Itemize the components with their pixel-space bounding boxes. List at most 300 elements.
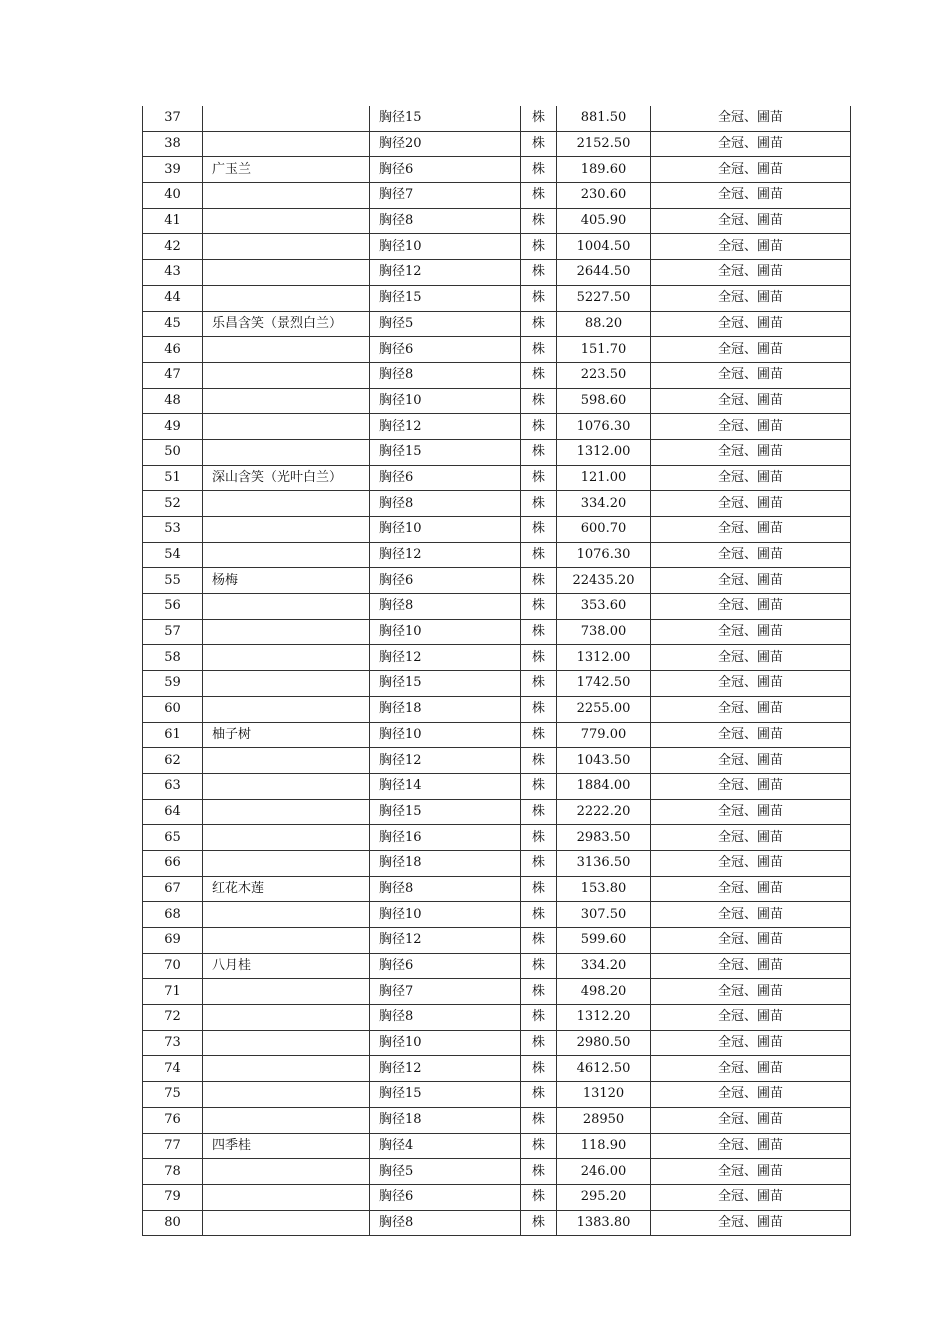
specification-cell: 胸径15 — [370, 439, 521, 465]
row-number-cell: 55 — [143, 568, 203, 594]
price-cell: 5227.50 — [557, 285, 651, 311]
specification-cell: 胸径6 — [370, 1184, 521, 1210]
unit-cell: 株 — [521, 928, 557, 954]
price-cell: 2644.50 — [557, 260, 651, 286]
table-row — [143, 183, 851, 209]
nursery-price-table — [142, 106, 851, 1236]
unit-cell: 株 — [521, 953, 557, 979]
plant-name-cell — [203, 388, 370, 414]
table-row — [143, 773, 851, 799]
row-number-cell: 46 — [143, 337, 203, 363]
specification-cell: 胸径6 — [370, 337, 521, 363]
specification-cell: 胸径15 — [370, 671, 521, 697]
plant-name-cell — [203, 696, 370, 722]
row-number-cell: 67 — [143, 876, 203, 902]
plant-name-cell — [203, 491, 370, 517]
row-number-cell: 66 — [143, 850, 203, 876]
row-number-cell: 65 — [143, 825, 203, 851]
table-row — [143, 1107, 851, 1133]
table-row — [143, 645, 851, 671]
plant-name-cell — [203, 645, 370, 671]
specification-cell: 胸径18 — [370, 850, 521, 876]
row-number-cell: 47 — [143, 362, 203, 388]
table-row — [143, 1005, 851, 1031]
plant-name-cell — [203, 773, 370, 799]
row-number-cell: 39 — [143, 157, 203, 183]
remark-cell: 全冠、圃苗 — [651, 722, 851, 748]
remark-cell: 全冠、圃苗 — [651, 799, 851, 825]
row-number-cell: 75 — [143, 1082, 203, 1108]
row-number-cell: 43 — [143, 260, 203, 286]
table-row — [143, 362, 851, 388]
price-cell: 295.20 — [557, 1184, 651, 1210]
unit-cell: 株 — [521, 799, 557, 825]
row-number-cell: 41 — [143, 208, 203, 234]
price-cell: 2255.00 — [557, 696, 651, 722]
specification-cell: 胸径8 — [370, 594, 521, 620]
remark-cell: 全冠、圃苗 — [651, 439, 851, 465]
remark-cell: 全冠、圃苗 — [651, 928, 851, 954]
price-cell: 1312.00 — [557, 645, 651, 671]
remark-cell: 全冠、圃苗 — [651, 1056, 851, 1082]
plant-name-cell — [203, 1210, 370, 1236]
plant-name-cell — [203, 131, 370, 157]
remark-cell: 全冠、圃苗 — [651, 876, 851, 902]
unit-cell: 株 — [521, 131, 557, 157]
table-row — [143, 491, 851, 517]
remark-cell: 全冠、圃苗 — [651, 157, 851, 183]
price-cell: 1312.00 — [557, 439, 651, 465]
plant-name-cell — [203, 902, 370, 928]
price-cell: 3136.50 — [557, 850, 651, 876]
table-row — [143, 902, 851, 928]
unit-cell: 株 — [521, 465, 557, 491]
plant-name-cell — [203, 619, 370, 645]
row-number-cell: 40 — [143, 183, 203, 209]
table-row — [143, 979, 851, 1005]
plant-name-cell — [203, 1056, 370, 1082]
row-number-cell: 77 — [143, 1133, 203, 1159]
remark-cell: 全冠、圃苗 — [651, 517, 851, 543]
table-body — [143, 106, 851, 1236]
specification-cell: 胸径20 — [370, 131, 521, 157]
plant-name-cell — [203, 285, 370, 311]
price-cell: 88.20 — [557, 311, 651, 337]
unit-cell: 株 — [521, 362, 557, 388]
price-cell: 121.00 — [557, 465, 651, 491]
unit-cell: 株 — [521, 979, 557, 1005]
table-row — [143, 439, 851, 465]
plant-name-cell: 柚子树 — [203, 722, 370, 748]
row-number-cell: 62 — [143, 748, 203, 774]
price-cell: 334.20 — [557, 491, 651, 517]
table-row — [143, 696, 851, 722]
remark-cell: 全冠、圃苗 — [651, 748, 851, 774]
table-row — [143, 722, 851, 748]
table-row — [143, 157, 851, 183]
table-row — [143, 953, 851, 979]
table-row — [143, 594, 851, 620]
unit-cell: 株 — [521, 517, 557, 543]
table-row — [143, 517, 851, 543]
specification-cell: 胸径12 — [370, 1056, 521, 1082]
row-number-cell: 59 — [143, 671, 203, 697]
price-cell: 779.00 — [557, 722, 651, 748]
specification-cell: 胸径12 — [370, 748, 521, 774]
specification-cell: 胸径16 — [370, 825, 521, 851]
remark-cell: 全冠、圃苗 — [651, 1107, 851, 1133]
plant-name-cell — [203, 979, 370, 1005]
unit-cell: 株 — [521, 1030, 557, 1056]
price-cell: 1884.00 — [557, 773, 651, 799]
specification-cell: 胸径6 — [370, 465, 521, 491]
row-number-cell: 51 — [143, 465, 203, 491]
remark-cell: 全冠、圃苗 — [651, 388, 851, 414]
table-row — [143, 928, 851, 954]
table-row — [143, 619, 851, 645]
unit-cell: 株 — [521, 645, 557, 671]
remark-cell: 全冠、圃苗 — [651, 1030, 851, 1056]
row-number-cell: 64 — [143, 799, 203, 825]
unit-cell: 株 — [521, 876, 557, 902]
price-cell: 1076.30 — [557, 542, 651, 568]
specification-cell: 胸径5 — [370, 1159, 521, 1185]
price-cell: 1004.50 — [557, 234, 651, 260]
specification-cell: 胸径15 — [370, 799, 521, 825]
price-cell: 1742.50 — [557, 671, 651, 697]
row-number-cell: 44 — [143, 285, 203, 311]
specification-cell: 胸径6 — [370, 568, 521, 594]
row-number-cell: 74 — [143, 1056, 203, 1082]
row-number-cell: 38 — [143, 131, 203, 157]
row-number-cell: 42 — [143, 234, 203, 260]
remark-cell: 全冠、圃苗 — [651, 311, 851, 337]
price-cell: 153.80 — [557, 876, 651, 902]
table-row — [143, 260, 851, 286]
unit-cell: 株 — [521, 568, 557, 594]
plant-name-cell — [203, 1159, 370, 1185]
price-cell: 2983.50 — [557, 825, 651, 851]
specification-cell: 胸径12 — [370, 542, 521, 568]
specification-cell: 胸径12 — [370, 645, 521, 671]
table-row — [143, 568, 851, 594]
specification-cell: 胸径12 — [370, 260, 521, 286]
unit-cell: 株 — [521, 1184, 557, 1210]
row-number-cell: 48 — [143, 388, 203, 414]
table-row — [143, 414, 851, 440]
unit-cell: 株 — [521, 1210, 557, 1236]
plant-name-cell — [203, 362, 370, 388]
row-number-cell: 56 — [143, 594, 203, 620]
remark-cell: 全冠、圃苗 — [651, 362, 851, 388]
table-row — [143, 1030, 851, 1056]
plant-name-cell: 八月桂 — [203, 953, 370, 979]
plant-name-cell — [203, 825, 370, 851]
plant-name-cell: 红花木莲 — [203, 876, 370, 902]
unit-cell: 株 — [521, 414, 557, 440]
row-number-cell: 79 — [143, 1184, 203, 1210]
table-row — [143, 799, 851, 825]
specification-cell: 胸径15 — [370, 1082, 521, 1108]
plant-name-cell: 四季桂 — [203, 1133, 370, 1159]
price-cell: 1383.80 — [557, 1210, 651, 1236]
row-number-cell: 76 — [143, 1107, 203, 1133]
price-cell: 334.20 — [557, 953, 651, 979]
table-row — [143, 1056, 851, 1082]
price-cell: 1312.20 — [557, 1005, 651, 1031]
row-number-cell: 80 — [143, 1210, 203, 1236]
row-number-cell: 60 — [143, 696, 203, 722]
table-row — [143, 1210, 851, 1236]
remark-cell: 全冠、圃苗 — [651, 1184, 851, 1210]
row-number-cell: 72 — [143, 1005, 203, 1031]
plant-name-cell — [203, 850, 370, 876]
price-cell: 498.20 — [557, 979, 651, 1005]
unit-cell: 株 — [521, 388, 557, 414]
plant-name-cell — [203, 1184, 370, 1210]
unit-cell: 株 — [521, 1159, 557, 1185]
specification-cell: 胸径6 — [370, 953, 521, 979]
plant-name-cell — [203, 183, 370, 209]
plant-name-cell — [203, 542, 370, 568]
plant-name-cell — [203, 439, 370, 465]
unit-cell: 株 — [521, 825, 557, 851]
specification-cell: 胸径12 — [370, 414, 521, 440]
remark-cell: 全冠、圃苗 — [651, 337, 851, 363]
plant-name-cell — [203, 1107, 370, 1133]
unit-cell: 株 — [521, 1133, 557, 1159]
specification-cell: 胸径18 — [370, 1107, 521, 1133]
plant-name-cell — [203, 260, 370, 286]
specification-cell: 胸径8 — [370, 876, 521, 902]
table-row — [143, 208, 851, 234]
price-cell: 1043.50 — [557, 748, 651, 774]
plant-name-cell — [203, 1005, 370, 1031]
unit-cell: 株 — [521, 696, 557, 722]
unit-cell: 株 — [521, 208, 557, 234]
table-row — [143, 850, 851, 876]
unit-cell: 株 — [521, 748, 557, 774]
table-row — [143, 311, 851, 337]
plant-name-cell — [203, 671, 370, 697]
row-number-cell: 37 — [143, 106, 203, 131]
plant-name-cell: 杨梅 — [203, 568, 370, 594]
price-cell: 307.50 — [557, 902, 651, 928]
unit-cell: 株 — [521, 157, 557, 183]
table-row — [143, 388, 851, 414]
plant-name-cell: 乐昌含笑（景烈白兰） — [203, 311, 370, 337]
price-table-container — [142, 106, 850, 1236]
unit-cell: 株 — [521, 542, 557, 568]
table-row — [143, 748, 851, 774]
remark-cell: 全冠、圃苗 — [651, 491, 851, 517]
specification-cell: 胸径8 — [370, 1005, 521, 1031]
plant-name-cell — [203, 106, 370, 131]
row-number-cell: 52 — [143, 491, 203, 517]
plant-name-cell — [203, 414, 370, 440]
price-cell: 28950 — [557, 1107, 651, 1133]
plant-name-cell — [203, 517, 370, 543]
specification-cell: 胸径5 — [370, 311, 521, 337]
remark-cell: 全冠、圃苗 — [651, 1133, 851, 1159]
price-cell: 598.60 — [557, 388, 651, 414]
remark-cell: 全冠、圃苗 — [651, 260, 851, 286]
specification-cell: 胸径12 — [370, 928, 521, 954]
remark-cell: 全冠、圃苗 — [651, 619, 851, 645]
unit-cell: 株 — [521, 671, 557, 697]
unit-cell: 株 — [521, 106, 557, 131]
remark-cell: 全冠、圃苗 — [651, 285, 851, 311]
plant-name-cell — [203, 1030, 370, 1056]
remark-cell: 全冠、圃苗 — [651, 208, 851, 234]
plant-name-cell: 广玉兰 — [203, 157, 370, 183]
row-number-cell: 50 — [143, 439, 203, 465]
remark-cell: 全冠、圃苗 — [651, 850, 851, 876]
specification-cell: 胸径7 — [370, 979, 521, 1005]
unit-cell: 株 — [521, 594, 557, 620]
unit-cell: 株 — [521, 902, 557, 928]
specification-cell: 胸径10 — [370, 1030, 521, 1056]
specification-cell: 胸径8 — [370, 208, 521, 234]
specification-cell: 胸径10 — [370, 388, 521, 414]
price-cell: 1076.30 — [557, 414, 651, 440]
unit-cell: 株 — [521, 722, 557, 748]
price-cell: 600.70 — [557, 517, 651, 543]
remark-cell: 全冠、圃苗 — [651, 131, 851, 157]
specification-cell: 胸径18 — [370, 696, 521, 722]
specification-cell: 胸径10 — [370, 722, 521, 748]
unit-cell: 株 — [521, 1082, 557, 1108]
remark-cell: 全冠、圃苗 — [651, 568, 851, 594]
row-number-cell: 69 — [143, 928, 203, 954]
price-cell: 13120 — [557, 1082, 651, 1108]
price-cell: 2222.20 — [557, 799, 651, 825]
remark-cell: 全冠、圃苗 — [651, 953, 851, 979]
price-cell: 4612.50 — [557, 1056, 651, 1082]
specification-cell: 胸径10 — [370, 234, 521, 260]
row-number-cell: 73 — [143, 1030, 203, 1056]
price-cell: 881.50 — [557, 106, 651, 131]
specification-cell: 胸径15 — [370, 106, 521, 131]
plant-name-cell — [203, 799, 370, 825]
table-row — [143, 106, 851, 131]
remark-cell: 全冠、圃苗 — [651, 1082, 851, 1108]
unit-cell: 株 — [521, 1005, 557, 1031]
remark-cell: 全冠、圃苗 — [651, 1159, 851, 1185]
price-cell: 2152.50 — [557, 131, 651, 157]
table-row — [143, 285, 851, 311]
unit-cell: 株 — [521, 260, 557, 286]
row-number-cell: 68 — [143, 902, 203, 928]
plant-name-cell: 深山含笑（光叶白兰） — [203, 465, 370, 491]
row-number-cell: 57 — [143, 619, 203, 645]
row-number-cell: 61 — [143, 722, 203, 748]
specification-cell: 胸径10 — [370, 619, 521, 645]
unit-cell: 株 — [521, 337, 557, 363]
table-row — [143, 1159, 851, 1185]
row-number-cell: 71 — [143, 979, 203, 1005]
specification-cell: 胸径10 — [370, 902, 521, 928]
table-row — [143, 465, 851, 491]
row-number-cell: 58 — [143, 645, 203, 671]
price-cell: 189.60 — [557, 157, 651, 183]
row-number-cell: 63 — [143, 773, 203, 799]
price-cell: 599.60 — [557, 928, 651, 954]
row-number-cell: 49 — [143, 414, 203, 440]
price-cell: 353.60 — [557, 594, 651, 620]
specification-cell: 胸径7 — [370, 183, 521, 209]
table-row — [143, 1133, 851, 1159]
price-cell: 223.50 — [557, 362, 651, 388]
specification-cell: 胸径6 — [370, 157, 521, 183]
plant-name-cell — [203, 594, 370, 620]
specification-cell: 胸径10 — [370, 517, 521, 543]
price-cell: 2980.50 — [557, 1030, 651, 1056]
remark-cell: 全冠、圃苗 — [651, 902, 851, 928]
specification-cell: 胸径8 — [370, 362, 521, 388]
remark-cell: 全冠、圃苗 — [651, 645, 851, 671]
specification-cell: 胸径8 — [370, 1210, 521, 1236]
specification-cell: 胸径4 — [370, 1133, 521, 1159]
unit-cell: 株 — [521, 311, 557, 337]
table-row — [143, 1184, 851, 1210]
remark-cell: 全冠、圃苗 — [651, 106, 851, 131]
remark-cell: 全冠、圃苗 — [651, 465, 851, 491]
specification-cell: 胸径15 — [370, 285, 521, 311]
remark-cell: 全冠、圃苗 — [651, 542, 851, 568]
plant-name-cell — [203, 1082, 370, 1108]
price-cell: 151.70 — [557, 337, 651, 363]
price-cell: 22435.20 — [557, 568, 651, 594]
specification-cell: 胸径8 — [370, 491, 521, 517]
plant-name-cell — [203, 928, 370, 954]
row-number-cell: 70 — [143, 953, 203, 979]
remark-cell: 全冠、圃苗 — [651, 979, 851, 1005]
remark-cell: 全冠、圃苗 — [651, 696, 851, 722]
row-number-cell: 54 — [143, 542, 203, 568]
unit-cell: 株 — [521, 183, 557, 209]
remark-cell: 全冠、圃苗 — [651, 183, 851, 209]
remark-cell: 全冠、圃苗 — [651, 671, 851, 697]
unit-cell: 株 — [521, 491, 557, 517]
unit-cell: 株 — [521, 773, 557, 799]
table-row — [143, 876, 851, 902]
price-cell: 246.00 — [557, 1159, 651, 1185]
table-row — [143, 337, 851, 363]
remark-cell: 全冠、圃苗 — [651, 1210, 851, 1236]
remark-cell: 全冠、圃苗 — [651, 773, 851, 799]
price-cell: 118.90 — [557, 1133, 651, 1159]
remark-cell: 全冠、圃苗 — [651, 414, 851, 440]
row-number-cell: 45 — [143, 311, 203, 337]
remark-cell: 全冠、圃苗 — [651, 1005, 851, 1031]
row-number-cell: 78 — [143, 1159, 203, 1185]
plant-name-cell — [203, 748, 370, 774]
price-cell: 230.60 — [557, 183, 651, 209]
row-number-cell: 53 — [143, 517, 203, 543]
unit-cell: 株 — [521, 1107, 557, 1133]
unit-cell: 株 — [521, 285, 557, 311]
table-row — [143, 1082, 851, 1108]
remark-cell: 全冠、圃苗 — [651, 825, 851, 851]
table-row — [143, 542, 851, 568]
table-row — [143, 131, 851, 157]
remark-cell: 全冠、圃苗 — [651, 594, 851, 620]
unit-cell: 株 — [521, 1056, 557, 1082]
unit-cell: 株 — [521, 850, 557, 876]
price-cell: 738.00 — [557, 619, 651, 645]
price-cell: 405.90 — [557, 208, 651, 234]
